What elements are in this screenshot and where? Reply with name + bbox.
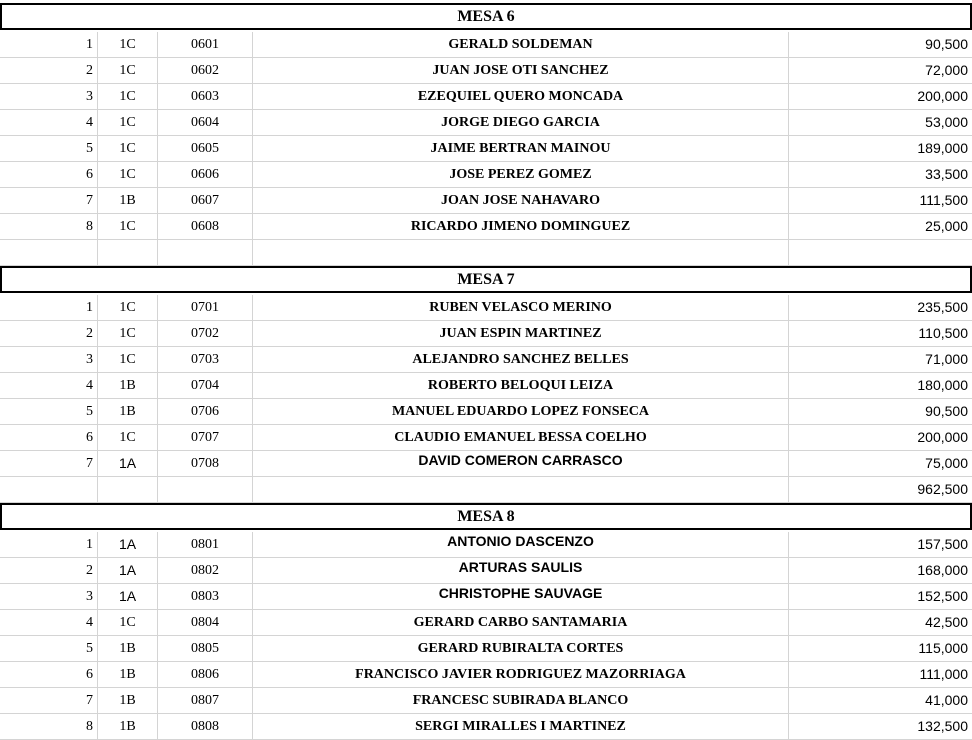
- table-row: [0, 610, 972, 636]
- code-cell: 0701: [158, 295, 253, 321]
- table-row: [0, 584, 972, 610]
- category-cell: 1C: [98, 214, 158, 240]
- row-number: 5: [0, 636, 98, 662]
- row-number: 2: [0, 558, 98, 584]
- code-cell: 0808: [158, 714, 253, 740]
- category-cell: 1C: [98, 295, 158, 321]
- name-cell: [253, 240, 789, 266]
- row-number: [0, 477, 98, 503]
- name-cell: ROBERTO BELOQUI LEIZA: [253, 373, 789, 399]
- category-cell: 1C: [98, 610, 158, 636]
- value-cell: 90,500: [789, 399, 972, 425]
- category-cell: 1B: [98, 688, 158, 714]
- table-row: [0, 58, 972, 84]
- row-number: 6: [0, 425, 98, 451]
- code-cell: 0601: [158, 32, 253, 58]
- value-cell: 25,000: [789, 214, 972, 240]
- value-cell: 157,500: [789, 532, 972, 558]
- name-cell: JOAN JOSE NAHAVARO: [253, 188, 789, 214]
- name-cell: ARTURAS SAULIS: [253, 558, 789, 584]
- category-cell: 1C: [98, 58, 158, 84]
- code-cell: 0702: [158, 321, 253, 347]
- value-cell: 110,500: [789, 321, 972, 347]
- category-cell: 1A: [98, 451, 158, 477]
- code-cell: 0708: [158, 451, 253, 477]
- value-cell: 75,000: [789, 451, 972, 477]
- code-cell: 0608: [158, 214, 253, 240]
- code-cell: 0803: [158, 584, 253, 610]
- value-cell: 90,500: [789, 32, 972, 58]
- name-cell: JUAN ESPIN MARTINEZ: [253, 321, 789, 347]
- row-number: 8: [0, 714, 98, 740]
- table-row: [0, 451, 972, 477]
- value-cell: 42,500: [789, 610, 972, 636]
- name-cell: JORGE DIEGO GARCIA: [253, 110, 789, 136]
- name-cell: SERGI MIRALLES I MARTINEZ: [253, 714, 789, 740]
- value-cell: 71,000: [789, 347, 972, 373]
- table-row: [0, 714, 972, 740]
- category-cell: 1B: [98, 636, 158, 662]
- row-number: 4: [0, 110, 98, 136]
- row-number: 2: [0, 321, 98, 347]
- category-cell: 1C: [98, 136, 158, 162]
- value-cell: 189,000: [789, 136, 972, 162]
- section-header: MESA 6: [0, 3, 972, 30]
- category-cell: 1C: [98, 84, 158, 110]
- row-number: [0, 240, 98, 266]
- row-number: 7: [0, 188, 98, 214]
- code-cell: [158, 477, 253, 503]
- category-cell: 1A: [98, 532, 158, 558]
- value-cell: 115,000: [789, 636, 972, 662]
- name-cell: ALEJANDRO SANCHEZ BELLES: [253, 347, 789, 373]
- row-number: 2: [0, 58, 98, 84]
- table-row: [0, 347, 972, 373]
- category-cell: 1A: [98, 558, 158, 584]
- category-cell: 1B: [98, 188, 158, 214]
- code-cell: 0604: [158, 110, 253, 136]
- code-cell: 0806: [158, 662, 253, 688]
- code-cell: 0703: [158, 347, 253, 373]
- category-cell: 1B: [98, 399, 158, 425]
- code-cell: 0801: [158, 532, 253, 558]
- table-row: [0, 399, 972, 425]
- name-cell: GERARD CARBO SANTAMARIA: [253, 610, 789, 636]
- table-row: [0, 532, 972, 558]
- name-cell: FRANCESC SUBIRADA BLANCO: [253, 688, 789, 714]
- table-row: [0, 636, 972, 662]
- row-number: 6: [0, 662, 98, 688]
- code-cell: 0707: [158, 425, 253, 451]
- row-number: 7: [0, 688, 98, 714]
- row-number: 3: [0, 84, 98, 110]
- row-number: 4: [0, 610, 98, 636]
- table-footer-row: [0, 240, 972, 266]
- table-row: [0, 425, 972, 451]
- table-footer-row: [0, 477, 972, 503]
- category-cell: [98, 477, 158, 503]
- category-cell: 1B: [98, 662, 158, 688]
- row-number: 6: [0, 162, 98, 188]
- code-cell: 0807: [158, 688, 253, 714]
- table-row: [0, 188, 972, 214]
- code-cell: 0706: [158, 399, 253, 425]
- row-number: 1: [0, 532, 98, 558]
- section-header: MESA 7: [0, 266, 972, 293]
- name-cell: GERARD RUBIRALTA CORTES: [253, 636, 789, 662]
- row-number: 1: [0, 32, 98, 58]
- name-cell: ANTONIO DASCENZO: [253, 532, 789, 558]
- table-row: [0, 32, 972, 58]
- table-row: [0, 688, 972, 714]
- value-cell: 111,500: [789, 188, 972, 214]
- category-cell: [98, 240, 158, 266]
- name-cell: RICARDO JIMENO DOMINGUEZ: [253, 214, 789, 240]
- row-number: 3: [0, 584, 98, 610]
- value-cell: 235,500: [789, 295, 972, 321]
- row-number: 4: [0, 373, 98, 399]
- table-row: [0, 214, 972, 240]
- category-cell: 1C: [98, 321, 158, 347]
- table-row: [0, 84, 972, 110]
- code-cell: [158, 240, 253, 266]
- row-number: 7: [0, 451, 98, 477]
- category-cell: 1A: [98, 584, 158, 610]
- table-row: [0, 662, 972, 688]
- name-cell: CHRISTOPHE SAUVAGE: [253, 584, 789, 610]
- section-header: MESA 8: [0, 503, 972, 530]
- table-row: [0, 136, 972, 162]
- value-cell: 180,000: [789, 373, 972, 399]
- value-cell: [789, 240, 972, 266]
- value-cell: 168,000: [789, 558, 972, 584]
- value-cell: 72,000: [789, 58, 972, 84]
- value-cell: 200,000: [789, 425, 972, 451]
- code-cell: 0804: [158, 610, 253, 636]
- code-cell: 0607: [158, 188, 253, 214]
- code-cell: 0802: [158, 558, 253, 584]
- category-cell: 1C: [98, 162, 158, 188]
- table-row: [0, 110, 972, 136]
- code-cell: 0603: [158, 84, 253, 110]
- name-cell: RUBEN VELASCO MERINO: [253, 295, 789, 321]
- value-cell: 132,500: [789, 714, 972, 740]
- table-row: [0, 321, 972, 347]
- code-cell: 0704: [158, 373, 253, 399]
- table-row: [0, 373, 972, 399]
- name-cell: [253, 477, 789, 503]
- name-cell: GERALD SOLDEMAN: [253, 32, 789, 58]
- row-number: 5: [0, 399, 98, 425]
- category-cell: 1C: [98, 32, 158, 58]
- row-number: 8: [0, 214, 98, 240]
- category-cell: 1B: [98, 714, 158, 740]
- table-row: [0, 162, 972, 188]
- name-cell: EZEQUIEL QUERO MONCADA: [253, 84, 789, 110]
- code-cell: 0606: [158, 162, 253, 188]
- name-cell: CLAUDIO EMANUEL BESSA COELHO: [253, 425, 789, 451]
- code-cell: 0805: [158, 636, 253, 662]
- value-cell: 53,000: [789, 110, 972, 136]
- value-cell: 200,000: [789, 84, 972, 110]
- category-cell: 1C: [98, 425, 158, 451]
- row-number: 5: [0, 136, 98, 162]
- name-cell: FRANCISCO JAVIER RODRIGUEZ MAZORRIAGA: [253, 662, 789, 688]
- name-cell: JUAN JOSE OTI SANCHEZ: [253, 58, 789, 84]
- name-cell: JOSE PEREZ GOMEZ: [253, 162, 789, 188]
- name-cell: MANUEL EDUARDO LOPEZ FONSECA: [253, 399, 789, 425]
- code-cell: 0605: [158, 136, 253, 162]
- code-cell: 0602: [158, 58, 253, 84]
- category-cell: 1C: [98, 110, 158, 136]
- name-cell: JAIME BERTRAN MAINOU: [253, 136, 789, 162]
- value-cell: 962,500: [789, 477, 972, 503]
- value-cell: 33,500: [789, 162, 972, 188]
- value-cell: 111,000: [789, 662, 972, 688]
- table-row: [0, 295, 972, 321]
- value-cell: 41,000: [789, 688, 972, 714]
- row-number: 3: [0, 347, 98, 373]
- category-cell: 1C: [98, 347, 158, 373]
- row-number: 1: [0, 295, 98, 321]
- category-cell: 1B: [98, 373, 158, 399]
- name-cell: DAVID COMERON CARRASCO: [253, 451, 789, 477]
- value-cell: 152,500: [789, 584, 972, 610]
- table-row: [0, 558, 972, 584]
